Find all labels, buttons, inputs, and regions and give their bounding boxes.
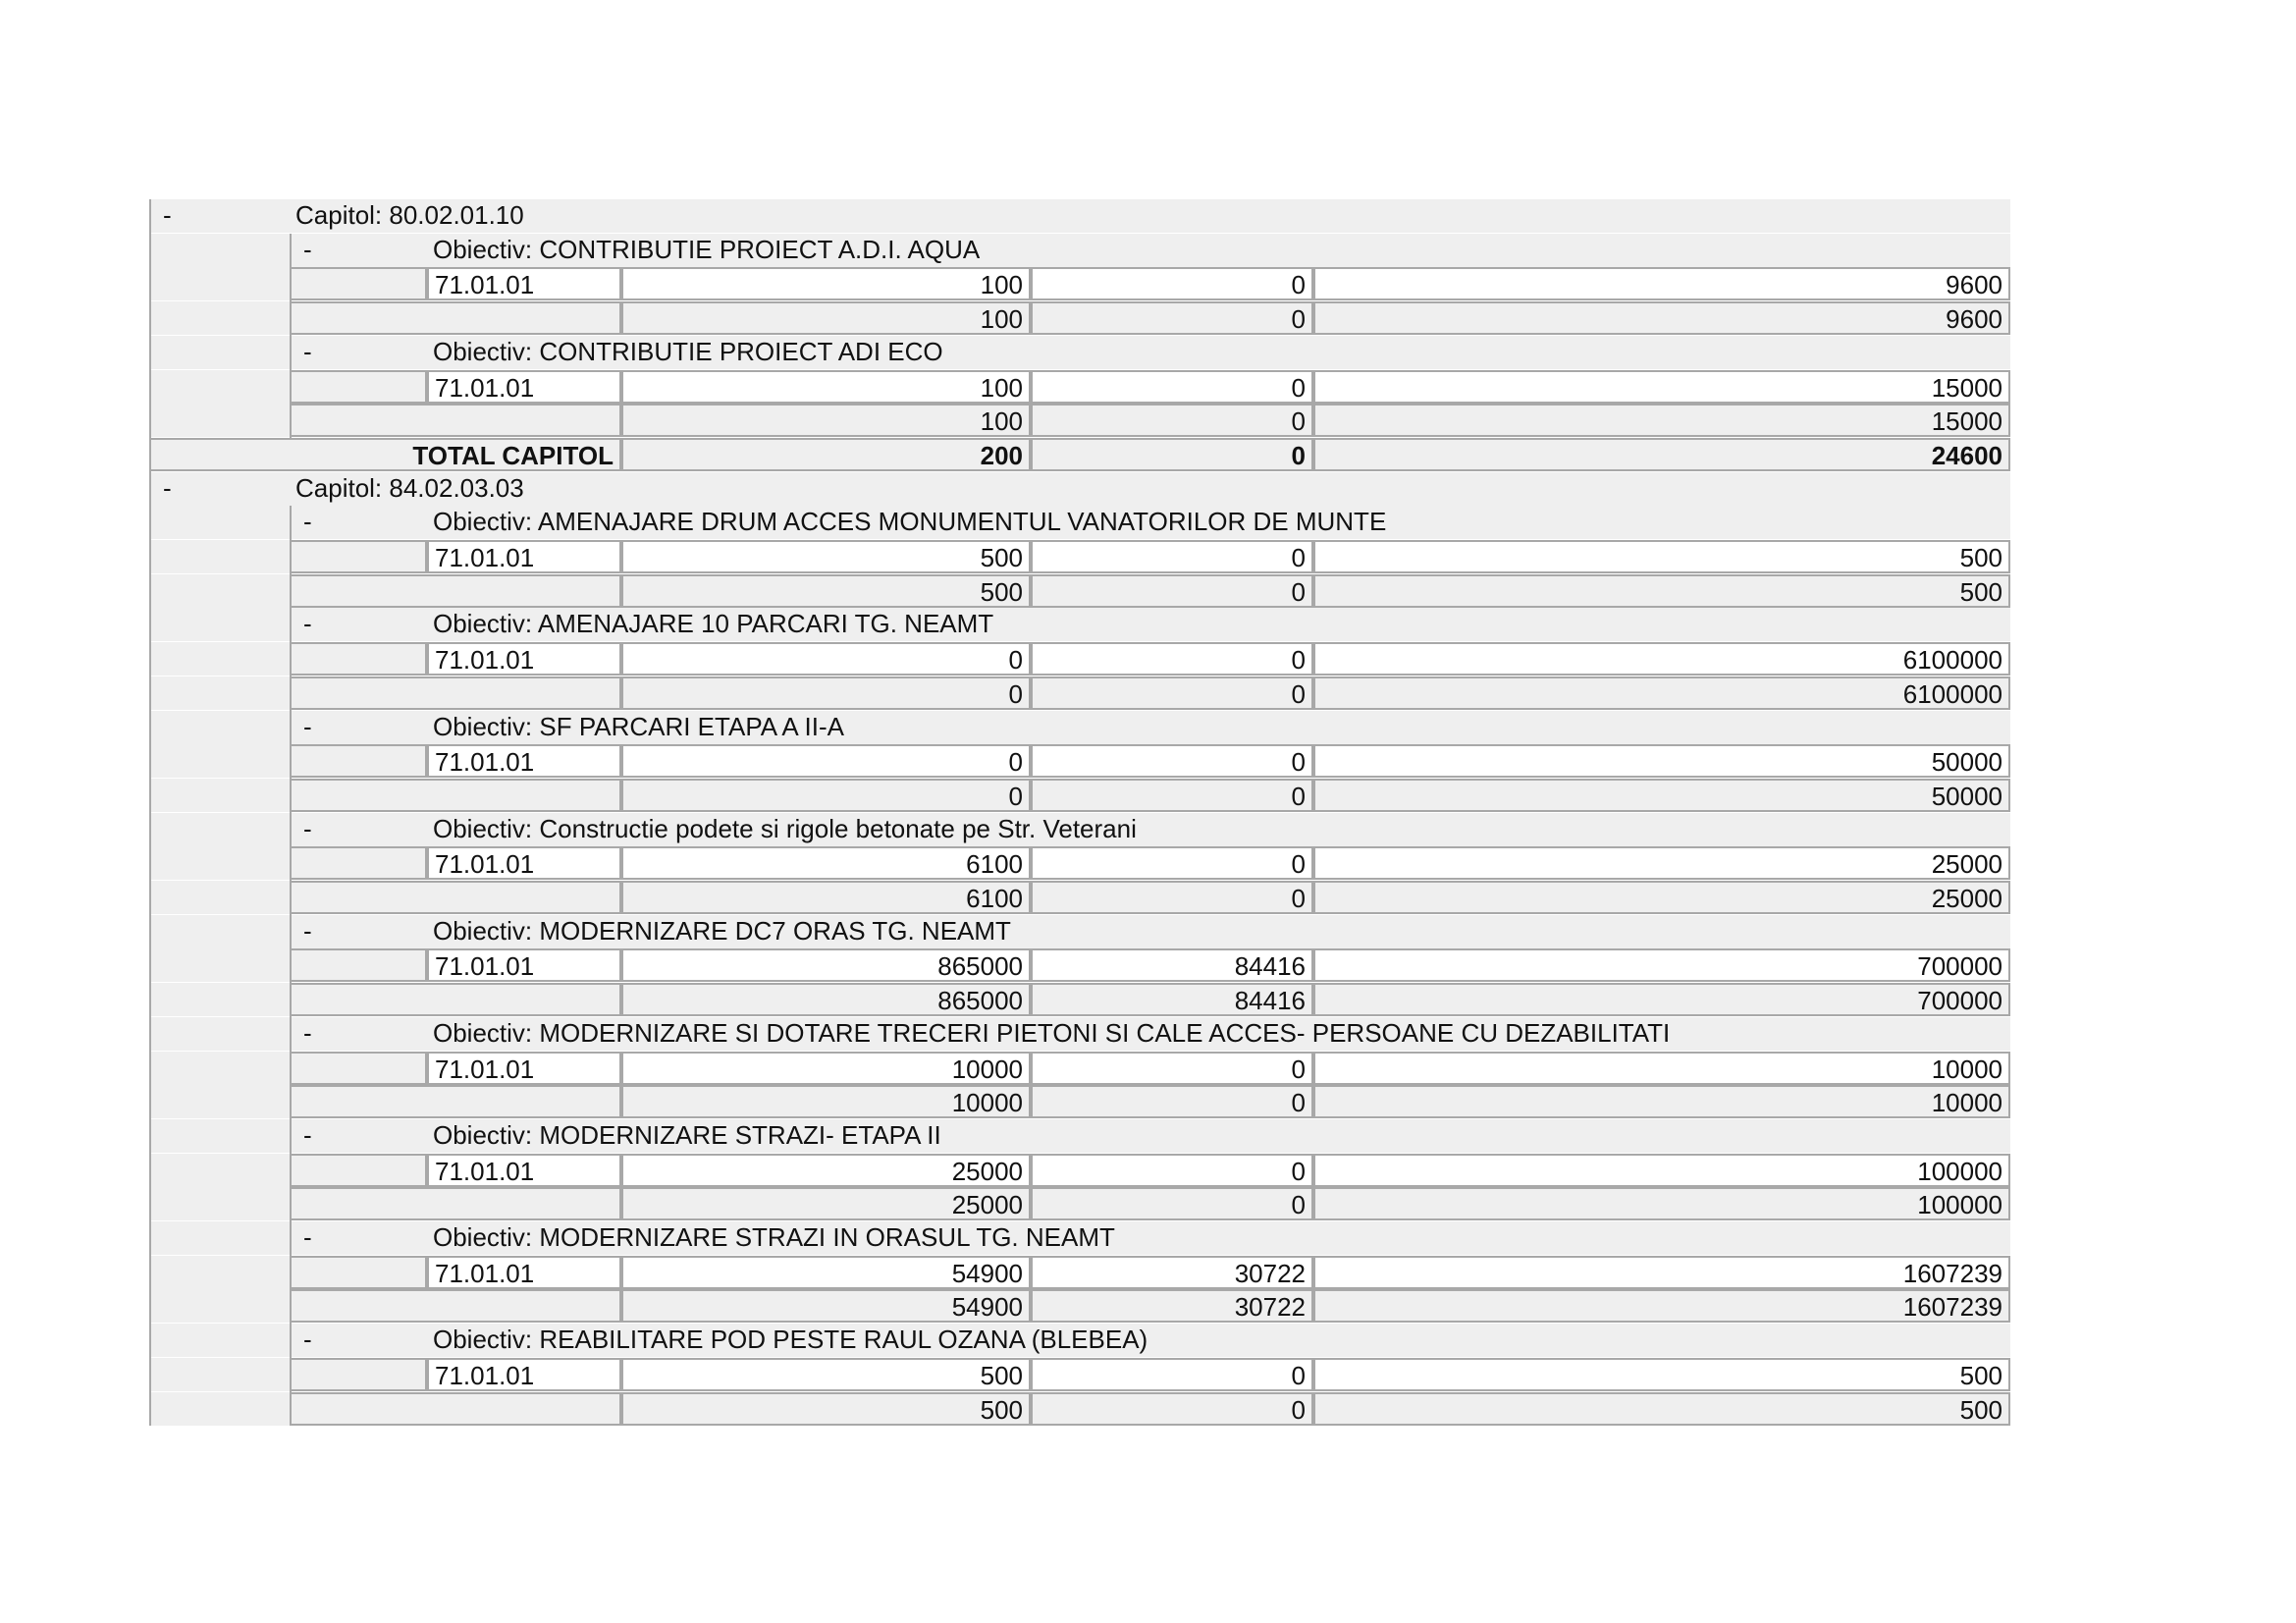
subtotal-col-1: 500 [621, 1392, 1031, 1426]
subtotal-col-3: 10000 [1313, 1085, 2010, 1118]
objective-name: Obiectiv: MODERNIZARE STRAZI IN ORASUL TG. NEAMT [427, 1221, 2010, 1255]
subtotal-spacer [290, 1085, 621, 1118]
amount-col-3: 15000 [1313, 370, 2010, 404]
total-col-3: 24600 [1313, 438, 2010, 471]
line-spacer [290, 267, 427, 300]
subtotal-spacer [290, 676, 621, 710]
chapter-label: Capitol: 84.02.03.03 [290, 472, 2010, 506]
subtotal-col-2: 0 [1031, 301, 1313, 335]
indent-spacer [149, 676, 290, 710]
amount-col-1: 500 [621, 540, 1031, 573]
indent-spacer [149, 370, 290, 404]
amount-col-3: 10000 [1313, 1052, 2010, 1085]
budget-code: 71.01.01 [427, 1358, 621, 1391]
indent-spacer [149, 642, 290, 676]
objective-dash: - [290, 1119, 427, 1153]
chapter-left-border [149, 199, 151, 472]
indent-spacer [149, 540, 290, 573]
amount-col-3: 50000 [1313, 744, 2010, 778]
amount-col-2: 0 [1031, 267, 1313, 300]
objective-dash: - [290, 1324, 427, 1357]
amount-col-1: 6100 [621, 846, 1031, 880]
amount-col-2: 0 [1031, 1358, 1313, 1391]
indent-spacer [149, 1119, 290, 1153]
indent-spacer [149, 779, 290, 812]
total-col-1: 200 [621, 438, 1031, 471]
objective-name: Obiectiv: MODERNIZARE STRAZI- ETAPA II [427, 1119, 2010, 1153]
budget-code: 71.01.01 [427, 1154, 621, 1187]
subtotal-col-1: 0 [621, 676, 1031, 710]
amount-col-3: 9600 [1313, 267, 2010, 300]
subtotal-col-2: 0 [1031, 676, 1313, 710]
chapter-dash: - [149, 199, 290, 233]
amount-col-3: 500 [1313, 1358, 2010, 1391]
subtotal-col-1: 54900 [621, 1289, 1031, 1323]
indent-spacer [149, 948, 290, 982]
objective-dash: - [290, 711, 427, 744]
subtotal-col-1: 100 [621, 404, 1031, 437]
total-chapter-label: TOTAL CAPITOL [149, 438, 621, 471]
line-spacer [290, 1358, 427, 1391]
indent-spacer [149, 1358, 290, 1391]
objective-name: Obiectiv: MODERNIZARE SI DOTARE TRECERI PIETONI SI CALE ACCES- PERSOANE CU DEZABILITATI [427, 1017, 2010, 1051]
budget-code: 71.01.01 [427, 744, 621, 778]
budget-code: 71.01.01 [427, 1256, 621, 1289]
subtotal-spacer [290, 779, 621, 812]
subtotal-spacer [290, 1289, 621, 1323]
budget-code: 71.01.01 [427, 370, 621, 404]
amount-col-3: 6100000 [1313, 642, 2010, 676]
line-spacer [290, 1052, 427, 1085]
amount-col-2: 84416 [1031, 948, 1313, 982]
subtotal-col-1: 25000 [621, 1187, 1031, 1220]
indent-spacer [149, 881, 290, 914]
line-spacer [290, 540, 427, 573]
subtotal-col-2: 0 [1031, 1392, 1313, 1426]
subtotal-spacer [290, 574, 621, 608]
indent-spacer [149, 846, 290, 880]
subtotal-col-3: 50000 [1313, 779, 2010, 812]
amount-col-1: 10000 [621, 1052, 1031, 1085]
subtotal-spacer [290, 881, 621, 914]
amount-col-1: 25000 [621, 1154, 1031, 1187]
line-spacer [290, 642, 427, 676]
subtotal-col-3: 700000 [1313, 983, 2010, 1016]
objective-dash: - [290, 813, 427, 846]
subtotal-spacer [290, 404, 621, 437]
indent-border [290, 506, 292, 1426]
amount-col-2: 0 [1031, 1154, 1313, 1187]
subtotal-col-3: 9600 [1313, 301, 2010, 335]
objective-dash: - [290, 915, 427, 948]
subtotal-col-2: 30722 [1031, 1289, 1313, 1323]
indent-spacer [149, 608, 290, 641]
subtotal-col-2: 0 [1031, 881, 1313, 914]
subtotal-col-3: 6100000 [1313, 676, 2010, 710]
amount-col-3: 1607239 [1313, 1256, 2010, 1289]
amount-col-3: 700000 [1313, 948, 2010, 982]
indent-spacer [149, 301, 290, 335]
indent-spacer [149, 234, 290, 267]
indent-spacer [149, 1221, 290, 1255]
objective-name: Obiectiv: CONTRIBUTIE PROIECT ADI ECO [427, 336, 2010, 369]
objective-name: Obiectiv: CONTRIBUTIE PROIECT A.D.I. AQUA [427, 234, 2010, 267]
amount-col-2: 0 [1031, 1052, 1313, 1085]
objective-dash: - [290, 336, 427, 369]
subtotal-col-1: 865000 [621, 983, 1031, 1016]
total-col-2: 0 [1031, 438, 1313, 471]
indent-spacer [149, 267, 290, 300]
objective-dash: - [290, 234, 427, 267]
indent-spacer [149, 711, 290, 744]
amount-col-2: 0 [1031, 370, 1313, 404]
amount-col-2: 0 [1031, 642, 1313, 676]
chapter-left-border [149, 472, 151, 1427]
amount-col-2: 0 [1031, 540, 1313, 573]
subtotal-col-2: 0 [1031, 779, 1313, 812]
subtotal-spacer [290, 1392, 621, 1426]
objective-name: Obiectiv: AMENAJARE 10 PARCARI TG. NEAMT [427, 608, 2010, 641]
amount-col-3: 25000 [1313, 846, 2010, 880]
line-spacer [290, 1256, 427, 1289]
indent-spacer [149, 915, 290, 948]
subtotal-col-2: 84416 [1031, 983, 1313, 1016]
indent-spacer [149, 1017, 290, 1051]
objective-dash: - [290, 1221, 427, 1255]
budget-code: 71.01.01 [427, 267, 621, 300]
line-spacer [290, 948, 427, 982]
objective-name: Obiectiv: Constructie podete si rigole betonate pe Str. Veterani [427, 813, 2010, 846]
objective-dash: - [290, 506, 427, 539]
line-spacer [290, 1154, 427, 1187]
amount-col-2: 0 [1031, 744, 1313, 778]
subtotal-col-2: 0 [1031, 574, 1313, 608]
indent-spacer [149, 404, 290, 437]
subtotal-col-1: 100 [621, 301, 1031, 335]
indent-spacer [149, 506, 290, 539]
indent-spacer [149, 813, 290, 846]
objective-dash: - [290, 1017, 427, 1051]
budget-code: 71.01.01 [427, 948, 621, 982]
indent-spacer [149, 1085, 290, 1118]
chapter-dash: - [149, 472, 290, 506]
amount-col-1: 54900 [621, 1256, 1031, 1289]
amount-col-1: 500 [621, 1358, 1031, 1391]
indent-spacer [149, 574, 290, 608]
subtotal-col-1: 500 [621, 574, 1031, 608]
subtotal-col-1: 10000 [621, 1085, 1031, 1118]
line-spacer [290, 370, 427, 404]
indent-spacer [149, 1324, 290, 1357]
amount-col-3: 100000 [1313, 1154, 2010, 1187]
indent-spacer [149, 1289, 290, 1323]
objective-name: Obiectiv: MODERNIZARE DC7 ORAS TG. NEAMT [427, 915, 2010, 948]
subtotal-spacer [290, 1187, 621, 1220]
amount-col-1: 100 [621, 370, 1031, 404]
line-spacer [290, 846, 427, 880]
subtotal-spacer [290, 983, 621, 1016]
subtotal-col-3: 25000 [1313, 881, 2010, 914]
amount-col-3: 500 [1313, 540, 2010, 573]
indent-border [290, 234, 292, 438]
budget-code: 71.01.01 [427, 846, 621, 880]
amount-col-1: 100 [621, 267, 1031, 300]
amount-col-1: 0 [621, 642, 1031, 676]
indent-spacer [149, 1256, 290, 1289]
budget-code: 71.01.01 [427, 540, 621, 573]
subtotal-spacer [290, 301, 621, 335]
indent-spacer [149, 1392, 290, 1426]
budget-code: 71.01.01 [427, 642, 621, 676]
amount-col-1: 865000 [621, 948, 1031, 982]
subtotal-col-1: 0 [621, 779, 1031, 812]
indent-spacer [149, 1187, 290, 1220]
subtotal-col-1: 6100 [621, 881, 1031, 914]
subtotal-col-2: 0 [1031, 1187, 1313, 1220]
line-spacer [290, 744, 427, 778]
subtotal-col-3: 15000 [1313, 404, 2010, 437]
subtotal-col-2: 0 [1031, 1085, 1313, 1118]
subtotal-col-3: 1607239 [1313, 1289, 2010, 1323]
subtotal-col-3: 100000 [1313, 1187, 2010, 1220]
amount-col-1: 0 [621, 744, 1031, 778]
indent-spacer [149, 1154, 290, 1187]
amount-col-2: 0 [1031, 846, 1313, 880]
subtotal-col-3: 500 [1313, 574, 2010, 608]
objective-name: Obiectiv: REABILITARE POD PESTE RAUL OZANA (BLEBEA) [427, 1324, 2010, 1357]
subtotal-col-2: 0 [1031, 404, 1313, 437]
objective-name: Obiectiv: AMENAJARE DRUM ACCES MONUMENTUL VANATORILOR DE MUNTE [427, 506, 2010, 539]
indent-spacer [149, 983, 290, 1016]
budget-code: 71.01.01 [427, 1052, 621, 1085]
objective-name: Obiectiv: SF PARCARI ETAPA A II-A [427, 711, 2010, 744]
chapter-label: Capitol: 80.02.01.10 [290, 199, 2010, 233]
objective-dash: - [290, 608, 427, 641]
amount-col-2: 30722 [1031, 1256, 1313, 1289]
indent-spacer [149, 744, 290, 778]
subtotal-col-3: 500 [1313, 1392, 2010, 1426]
indent-spacer [149, 336, 290, 369]
indent-spacer [149, 1052, 290, 1085]
